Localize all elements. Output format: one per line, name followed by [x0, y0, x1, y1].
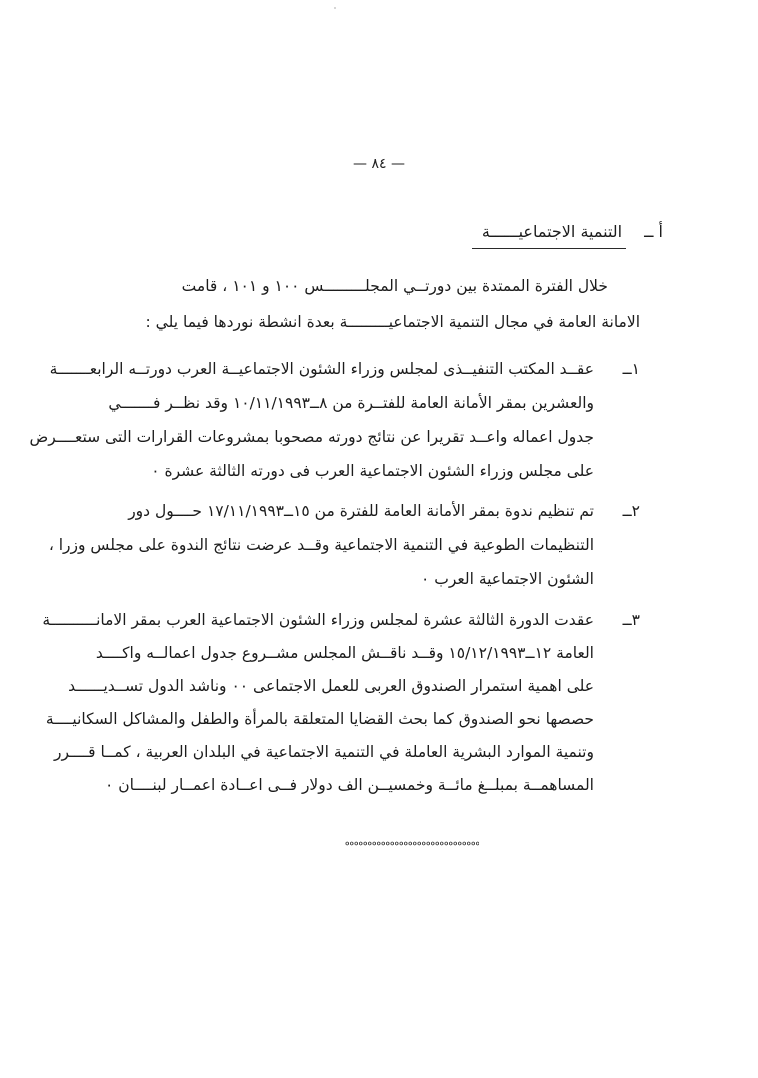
text-line: جدول اعماله واعــد تقريرا عن نتائج دورته مصحوبا بمشروعات القرارات التى ستعــــرض: [29, 428, 594, 446]
text-line: على مجلس وزراء الشئون الاجتماعية العرب فى دورته الثالثة عشرة ٠: [151, 462, 594, 480]
text-line: العامة ١٢ــ١٥/١٢/١٩٩٣ وقــد ناقــش المجلس مشــروع جدول اعمالــه واكــــد: [95, 644, 594, 662]
item-body: [30, 352, 594, 488]
decorative-squiggle-divider: [345, 840, 479, 847]
list-item-3: [42, 604, 640, 802]
text-line: المساهمــة بمبلــغ مائــة وخمسيــن الف دولار فــى اعــادة اعمــار لبنــــان ٠: [105, 776, 594, 794]
text-line: وتنمية الموارد البشرية العاملة في التنمية الاجتماعية في البلدان العربية ، كمــا قــــرر: [53, 743, 594, 761]
text-line: الشئون الاجتماعية العرب ٠: [420, 570, 594, 588]
text-line: عقــد المكتب التنفيــذى لمجلس وزراء الشئون الاجتماعيــة العرب دورتــه الرابعـــــــة: [49, 360, 594, 378]
text-line: تم تنظيم ندوة بمقر الأمانة العامة للفترة من ١٥ــ١٧/١١/١٩٩٣ حــــول دور: [128, 502, 594, 520]
list-item-1: [29, 352, 640, 488]
text-line: عقدت الدورة الثالثة عشرة لمجلس وزراء الشئون الاجتماعية العرب بمقر الامانــــــــــة: [42, 611, 594, 629]
section-heading-title: التنمية الاجتماعيــــــة: [472, 222, 626, 249]
text-line: التنظيمات الطوعية في التنمية الاجتماعية وقــد عرضت نتائج الندوة على مجلس وزرا ،: [48, 536, 594, 554]
text-line: خلال الفترة الممتدة بين دورتــي المجلـــــــــس ١٠٠ و ١٠١ ، قامت: [181, 277, 608, 295]
item-number: ١ــ: [622, 360, 640, 378]
text-line: الامانة العامة في مجال التنمية الاجتماعيـــــــــة بعدة انشطة نوردها فيما يلي :: [145, 313, 640, 331]
section-heading: [472, 222, 663, 249]
text-line: على اهمية استمرار الصندوق العربى للعمل الاجتماعى ٠٠ وناشد الدول تســديــــــد: [68, 677, 594, 695]
item-number: ٣ــ: [622, 611, 640, 629]
text-line: والعشرين بمقر الأمانة العامة للفتــرة من ٨ــ١٠/١١/١٩٩٣ وقد نظــر فـــــــي: [108, 394, 594, 412]
item-body: [42, 604, 594, 802]
text-line: حصصها نحو الصندوق كما بحث القضايا المتعلقة بالمرأة والطفل والمشاكل السكانيــــة: [45, 710, 594, 728]
scan-speck: [334, 7, 336, 9]
list-item-2: [48, 494, 640, 596]
page-number: — ٨٤ —: [353, 156, 405, 172]
item-number: ٢ــ: [622, 502, 640, 520]
intro-paragraph: [115, 268, 640, 340]
section-heading-prefix: أ ــ: [644, 222, 663, 241]
item-body: [49, 494, 594, 596]
